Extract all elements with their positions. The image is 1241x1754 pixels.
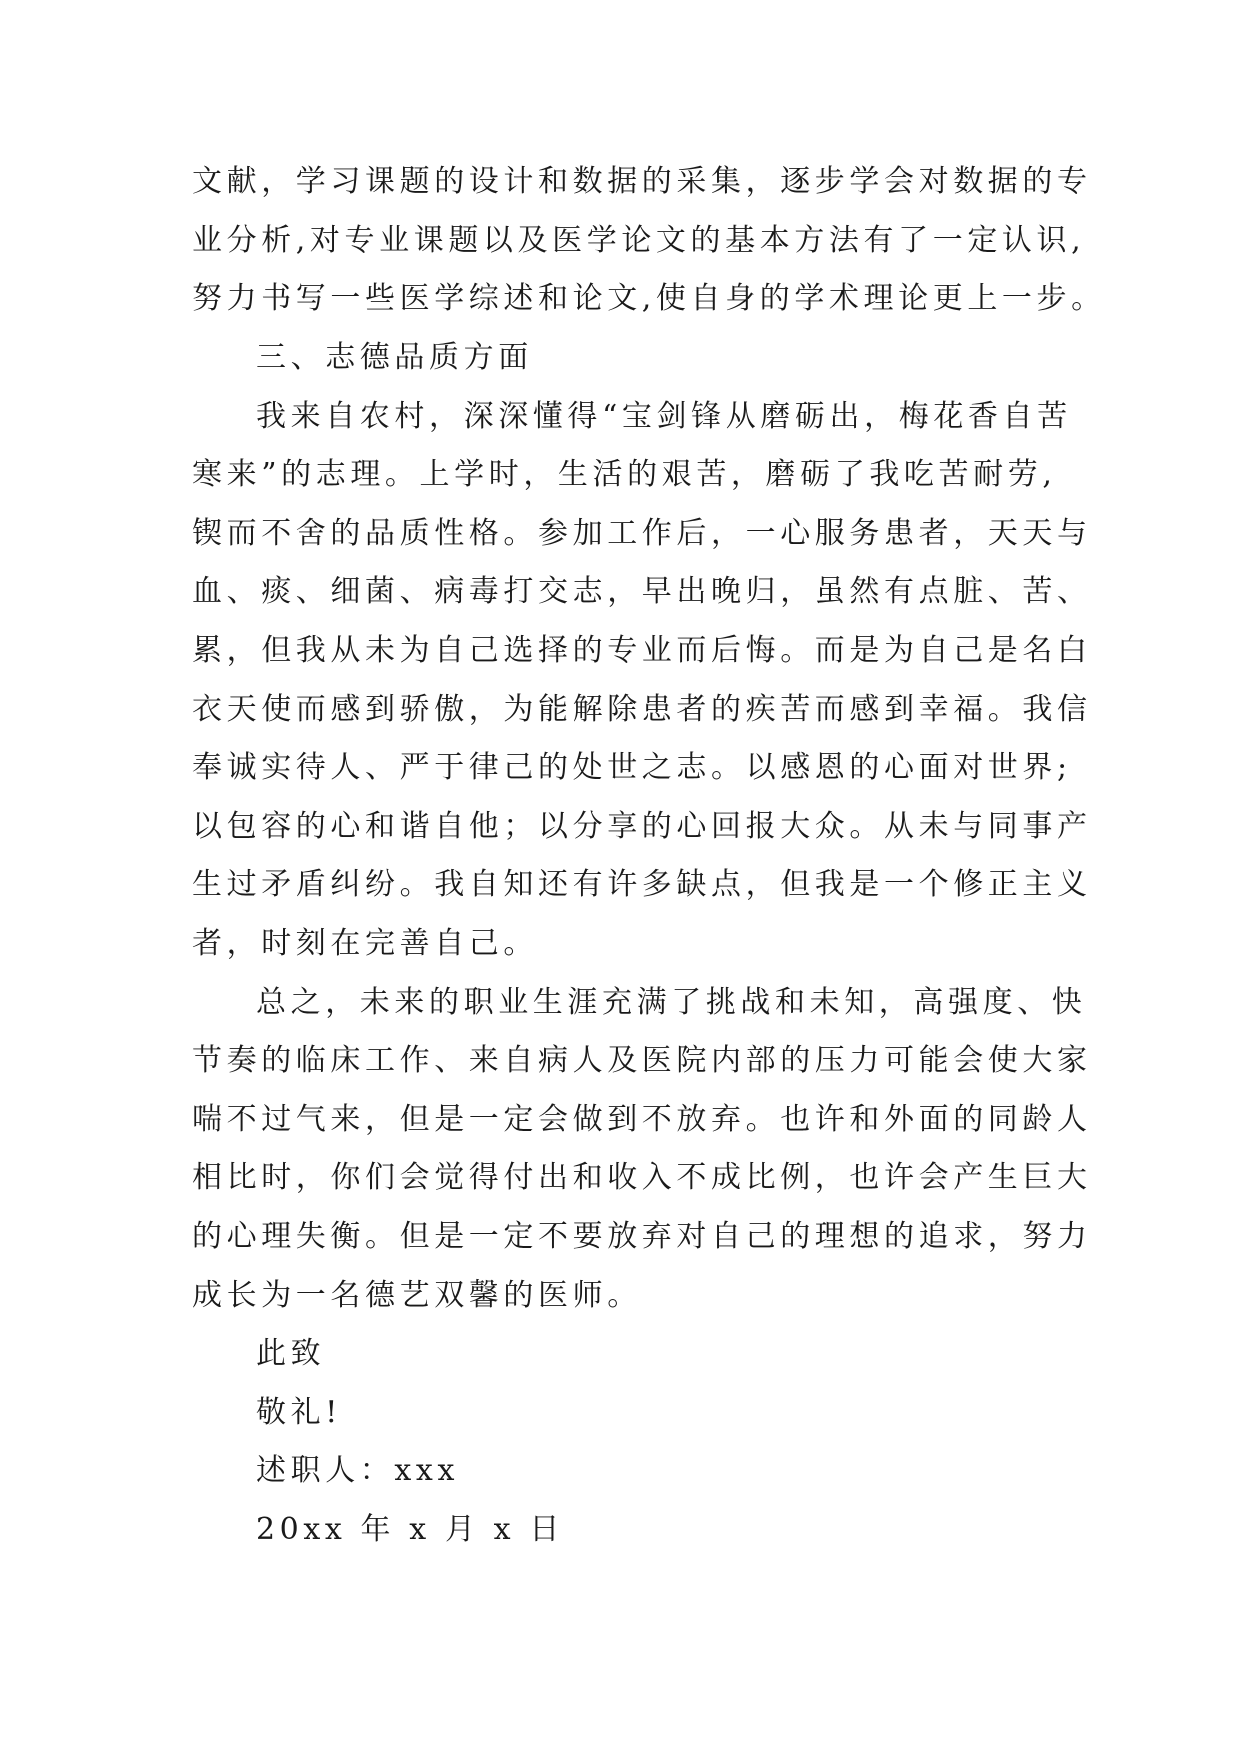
text-line: 血、痰、细菌、病毒打交志，早出晚归，虽然有点脏、苦、 [192,574,1092,609]
closing-salutation: 此致 [256,1336,326,1371]
section-heading: 三、志德品质方面 [256,340,533,375]
text-line: 衣天使而感到骄傲，为能解除患者的疾苦而感到幸福。我信 [192,692,1092,727]
text-line: 业分析,对专业课题以及医学论文的基本方法有了一定认识, [192,223,1086,258]
text-line: 喘不过气来，但是一定会做到不放弃。也许和外面的同龄人 [192,1102,1092,1137]
text-line: 节奏的临床工作、来自病人及医院内部的压力可能会使大家 [192,1043,1092,1078]
text-line: 锲而不舍的品质性格。参加工作后，一心服务患者，天天与 [192,516,1092,551]
text-line: 我来自农村，深深懂得“宝剑锋从磨砺出，梅花香自苦 [256,399,1072,434]
closing-regards: 敬礼! [256,1395,342,1430]
text-line: 努力书写一些医学综述和论文,使自身的学术理论更上一步。 [192,281,1106,316]
text-line: 文献，学习课题的设计和数据的采集，逐步学会对数据的专 [192,164,1092,199]
text-line: 的心理失衡。但是一定不要放弃对自己的理想的追求，努力 [192,1219,1092,1254]
text-line: 相比时，你们会觉得付出和收入不成比例，也许会产生巨大 [192,1160,1092,1195]
text-line: 累，但我从未为自己选择的专业而后悔。而是为自己是名白 [192,633,1092,668]
text-line: 者，时刻在完善自己。 [192,926,538,961]
text-line: 成长为一名德艺双馨的医师。 [192,1278,642,1313]
signature-author: 述职人：xxx [256,1453,459,1488]
text-line: 奉诚实待人、严于律己的处世之志。以感恩的心面对世界; [192,750,1072,785]
signature-date: 20xx 年 x 月 x 日 [256,1512,564,1547]
text-line: 总之，未来的职业生涯充满了挑战和未知，高强度、快 [256,985,1087,1020]
text-line: 以包容的心和谐自他；以分享的心回报大众。从未与同事产 [192,809,1092,844]
text-line: 寒来”的志理。上学时，生活的艰苦，磨砺了我吃苦耐劳, [192,457,1057,492]
text-line: 生过矛盾纠纷。我自知还有许多缺点，但我是一个修正主义 [192,867,1092,902]
